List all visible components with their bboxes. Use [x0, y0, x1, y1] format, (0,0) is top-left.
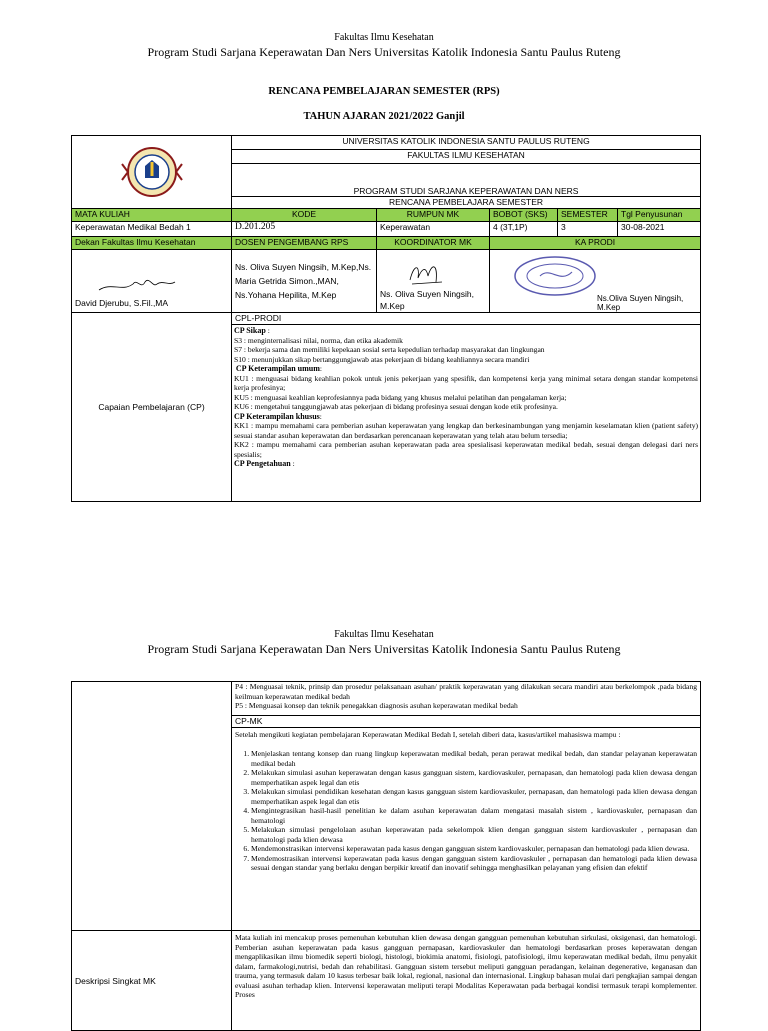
cp-content: CP Sikap : S3 : menginternalisasi nilai, norma, dan etika akademik S7 : bekerja sama dan memiliki kepekaan sosial serta kepedulian terhadap masyarakat dan lingkungan S10 : menunjukkan sikap bertanggungjawab atas pekerjaan di bidang keahliannya secara mandiri CP Keterampilan umum: KU1 : menguasai bidang keahlian pokok untuk jenis pekerjaan yang spesifik, dan kompetensi kerja yang minimal setara dengan standar kompetensi kerja profesinya; KU5 : menguasai keahlian keprofesiannya pada bidang yang khusus melalui pelatihan dan pengalaman kerja; KU6 : mengetahui tanggungjawab atas pekerjaan di bidang profesinya sesuai dengan kode etik profesinya. CP Keterampilan khusus: KK1 : mampu memahami cara pemberian asuhan keperawatan yang lengkap dan berkesinambungan yang menjamin keselamatan klien (patient safety) sesuai standar asuhan keperawatan dan berdasarkan perencanaan keperawatan yang telah atau belum tersedia; KK2 : mampu memahami cara pemberian asuhan keperawatan pada area spesialisasi keperawatan medikal bedah, sesuai dengan delegasi dari ners spesialis; CP Pengetahuan :	[232, 325, 701, 502]
cp-ku-head: CP Keterampilan umum	[235, 364, 320, 373]
program-name: PROGRAM STUDI SARJANA KEPERAWATAN DAN NERS	[232, 164, 701, 197]
header-tgl: Tgl Penyusunan	[618, 209, 701, 222]
doc-title: RENCANA PEMBELAJARAN SEMESTER (RPS)	[268, 86, 500, 97]
ku5: KU5 : menguasai keahlian keprofesiannya pada bidang yang khusus melalui pelatihan dan pengalaman kerja;	[234, 392, 567, 402]
kaprodi-stamp-icon	[510, 254, 600, 298]
rps-header-table	[71, 135, 701, 502]
program-line-2: Program Studi Sarjana Keperawatan Dan Ners Universitas Katolik Indonesia Santu Paulus Ruteng	[147, 642, 621, 656]
page-2-header	[0, 628, 768, 656]
year-title: TAHUN AJARAN 2021/2022 Ganjil	[303, 111, 465, 122]
koordinator-signature-icon	[406, 260, 446, 288]
value-mata-kuliah: Keperawatan Medikal Bedah 1	[72, 222, 232, 237]
header-semester: SEMESTER	[558, 209, 618, 222]
cpmk-item: 1. Menjelaskan tentang konsep dan ruang lingkup keperawatan medikal bedah, peran perawat medikal bedah, dan standar pelayanan keperawatan medikal bedah	[251, 749, 697, 768]
role-kaprodi: KA PRODI	[490, 237, 701, 250]
cp-peng-head: CP Pengetahuan	[234, 459, 291, 468]
ku6: KU6 : mengetahui tanggungjawab atas pekerjaan di bidang profesinya sesuai dengan kode etik profesinya.	[234, 402, 558, 411]
value-tgl: 30-08-2021	[618, 222, 701, 237]
dekan-name: David Djerubu, S.Fil.,MA	[75, 298, 169, 308]
header-rumpun: RUMPUN MK	[377, 209, 490, 222]
s3: S3 : menginternalisasi nilai, norma, dan etika akademik	[234, 335, 403, 345]
program-line: Program Studi Sarjana Keperawatan Dan Ners Universitas Katolik Indonesia Santu Paulus Ruteng	[147, 45, 621, 59]
cpmk-item: 7. Mendemostrasikan intervensi keperawatan pada kasus dengan gangguan sistem kardiovaskuler , pernapasan dan hematologi pada klien dewasa sesuai dengan standar yang berlaku dengan berpikir kreatif dan inovatif sehingga menghasilkan pelayanan yang efisien dan efektif	[251, 854, 697, 873]
dosen-names: Ns. Oliva Suyen Ningsih, M.Kep,Ns. Maria Getrida Simon.,MAN, Ns.Yohana Hepilita, M.Kep	[232, 250, 377, 313]
p5: P5 : Menguasai konsep dan teknik penegakkan diagnosis asuhan keperawatan medikal bedah	[235, 701, 518, 710]
empty-label-cell	[72, 682, 232, 931]
dekan-cell	[72, 250, 232, 313]
faculty-line-2: Fakultas Ilmu Kesehatan	[334, 629, 434, 640]
page-header	[0, 31, 768, 59]
rps-name: RENCANA PEMBELAJARA SEMESTER	[232, 197, 701, 209]
university-crest-icon	[112, 142, 192, 202]
kaprodi-cell	[490, 250, 701, 313]
cpmk-content	[232, 728, 701, 931]
faculty-name: FAKULTAS ILMU KESEHATAN	[232, 150, 701, 164]
deskripsi-text: Mata kuliah ini mencakup proses pemenuhan kebutuhan klien dewasa dengan gangguan pemenuhan kebutuhan sirkulasi, oksigenasi, dan hematologi. Pemberian asuhan keperawatan pada kasus gangguan pernapasan, kardiovaskuler dan hematologi berdasarkan proses keperawatan dengan mengaplikasikan ilmu biomedik seperti biologi, histologi, biokimia anatomi, fisiologi, patofisiologi, ilmu keperawatan medikal bedah, ilmu penyakit dalam, farmakologi,nutrisi, bedah dan rehabilitasi. Gangguan sistem tersebut meliputi gangguan peradangan, kelainan degenerative, keganasan dan trauma, yang termasuk dalam 10 kasus terbesar baik lokal, regional, nasional dan internasional. Lingkup bahasan mulai dari pengkajian sampai dengan evaluasi asuhan terhadap klien. Intervensi keperawatan meliputi terapi Modalitas Keperawatan pada berbagai kondisi termasuk terapi komplementer. Proses	[232, 931, 701, 1031]
header-mata-kuliah: MATA KULIAH	[72, 209, 232, 222]
cpmk-item: 3. Melakukan simulasi pendidikan kesehatan dengan kasus gangguan sistem kardiovaskuler, pernapasan, dan hematologi pada klien dewasa dengan memperhatikan aspek legal dan etis	[251, 787, 697, 806]
p-list	[232, 682, 701, 716]
header-kode: KODE	[232, 209, 377, 222]
deskripsi-label: Deskripsi Singkat MK	[72, 931, 232, 1031]
role-koordinator: KOORDINATOR MK	[377, 237, 490, 250]
kk2: KK2 : mampu memahami cara pemberian asuhan keperawatan pada area spesialisasi keperawatan medikal bedah, sesuai dengan delegasi dari ners spesialis;	[234, 440, 699, 459]
value-bobot: 4 (3T,1P)	[490, 222, 558, 237]
cpmk-item: 2. Melakukan simulasi asuhan keperawatan dengan kasus gangguan sistem, kardiovaskuler, pernapasan, dan hematologi pada klien dewasa dengan memperhatikan aspek legal dan etis	[251, 768, 697, 787]
role-dekan: Dekan Fakultas Ilmu Kesehatan	[72, 237, 232, 250]
value-rumpun: Keperawatan	[377, 222, 490, 237]
cpmk-item: 6. Mendemonstrasikan intervensi keperawatan pada kasus dengan gangguan sistem kardiovaskuler, pernapasan dan hematologi pada klien dewasa.	[251, 844, 697, 854]
faculty-line: Fakultas Ilmu Kesehatan	[334, 32, 434, 43]
header-bobot: BOBOT (SKS)	[490, 209, 558, 222]
cpmk-item: 4. Mengintegrasikan hasil-hasil penelitian ke dalam asuhan keperawatan dalam mengatasi masalah sistem , kardiovaskuler, pernapasan dan hematologi	[251, 806, 697, 825]
role-dosen: DOSEN PENGEMBANG RPS	[232, 237, 377, 250]
s10: S10 : menunjukkan sikap bertanggungjawab atas pekerjaan di bidang keahliannya secara mandiri	[234, 354, 530, 364]
value-kode: D.201.205	[232, 222, 377, 237]
university-name: UNIVERSITAS KATOLIK INDONESIA SANTU PAULUS RUTENG	[232, 136, 701, 150]
kaprodi-name: Ns.Oliva Suyen Ningsih, M.Kep	[597, 294, 684, 312]
p4: P4 : Menguasai teknik, prinsip dan prosedur pelaksanaan asuhan/ praktik keperawatan yang dilakukan secara mandiri atau berkelompok ,pada bidang keilmuan keperawatan medikal bedah	[235, 682, 697, 701]
cpmk-item: 5. Melakukan simulasi pengelolaan asuhan keperawatan pada sekelompok klien dengan gangguan sistem kardiovaskuler , pernapasan dan hematologi pada klien dewasa	[251, 825, 697, 844]
cp-sikap-head: CP Sikap	[234, 326, 266, 335]
logo-cell	[72, 136, 232, 209]
ku1: KU1 : menguasai bidang keahlian pokok untuk jenis pekerjaan yang spesifik, dan kompetensi kerja yang minimal setara dengan standar kompetensi kerja profesinya;	[234, 373, 699, 392]
cpl-prodi: CPL-PRODI	[232, 313, 701, 325]
s7: S7 : bekerja sama dan memiliki kepekaan sosial serta kepedulian terhadap masyarakat dan lingkungan	[234, 345, 545, 354]
cpmk-intro: Setelah mengikuti kegiatan pembelajaran Keperawatan Medikal Bedah I, setelah diberi data, kasus/artikel mahasiswa mampu :	[235, 730, 621, 739]
university-logo	[75, 142, 228, 202]
koordinator-name: Ns. Oliva Suyen Ningsih, M.Kep	[380, 289, 475, 311]
dekan-signature-icon	[97, 272, 177, 298]
value-semester: 3	[558, 222, 618, 237]
cpmk-list	[235, 749, 697, 873]
cp-kk-head: CP Keterampilan khusus	[234, 411, 320, 421]
koordinator-cell	[377, 250, 490, 313]
cpmk-head: CP-MK	[232, 716, 701, 728]
kk1: KK1 : mampu memahami cara pemberian asuhan keperawatan yang lengkap dan berkesinambungan yang menjamin keselamatan klien (patient safety) sesuai standar asuhan keperawatan dan berdasarkan perencanaan keperawatan yang telah atau belum tersedia;	[234, 421, 699, 440]
cp-label: Capaian Pembelajaran (CP)	[72, 313, 232, 502]
cp-continued-table	[71, 681, 701, 1031]
